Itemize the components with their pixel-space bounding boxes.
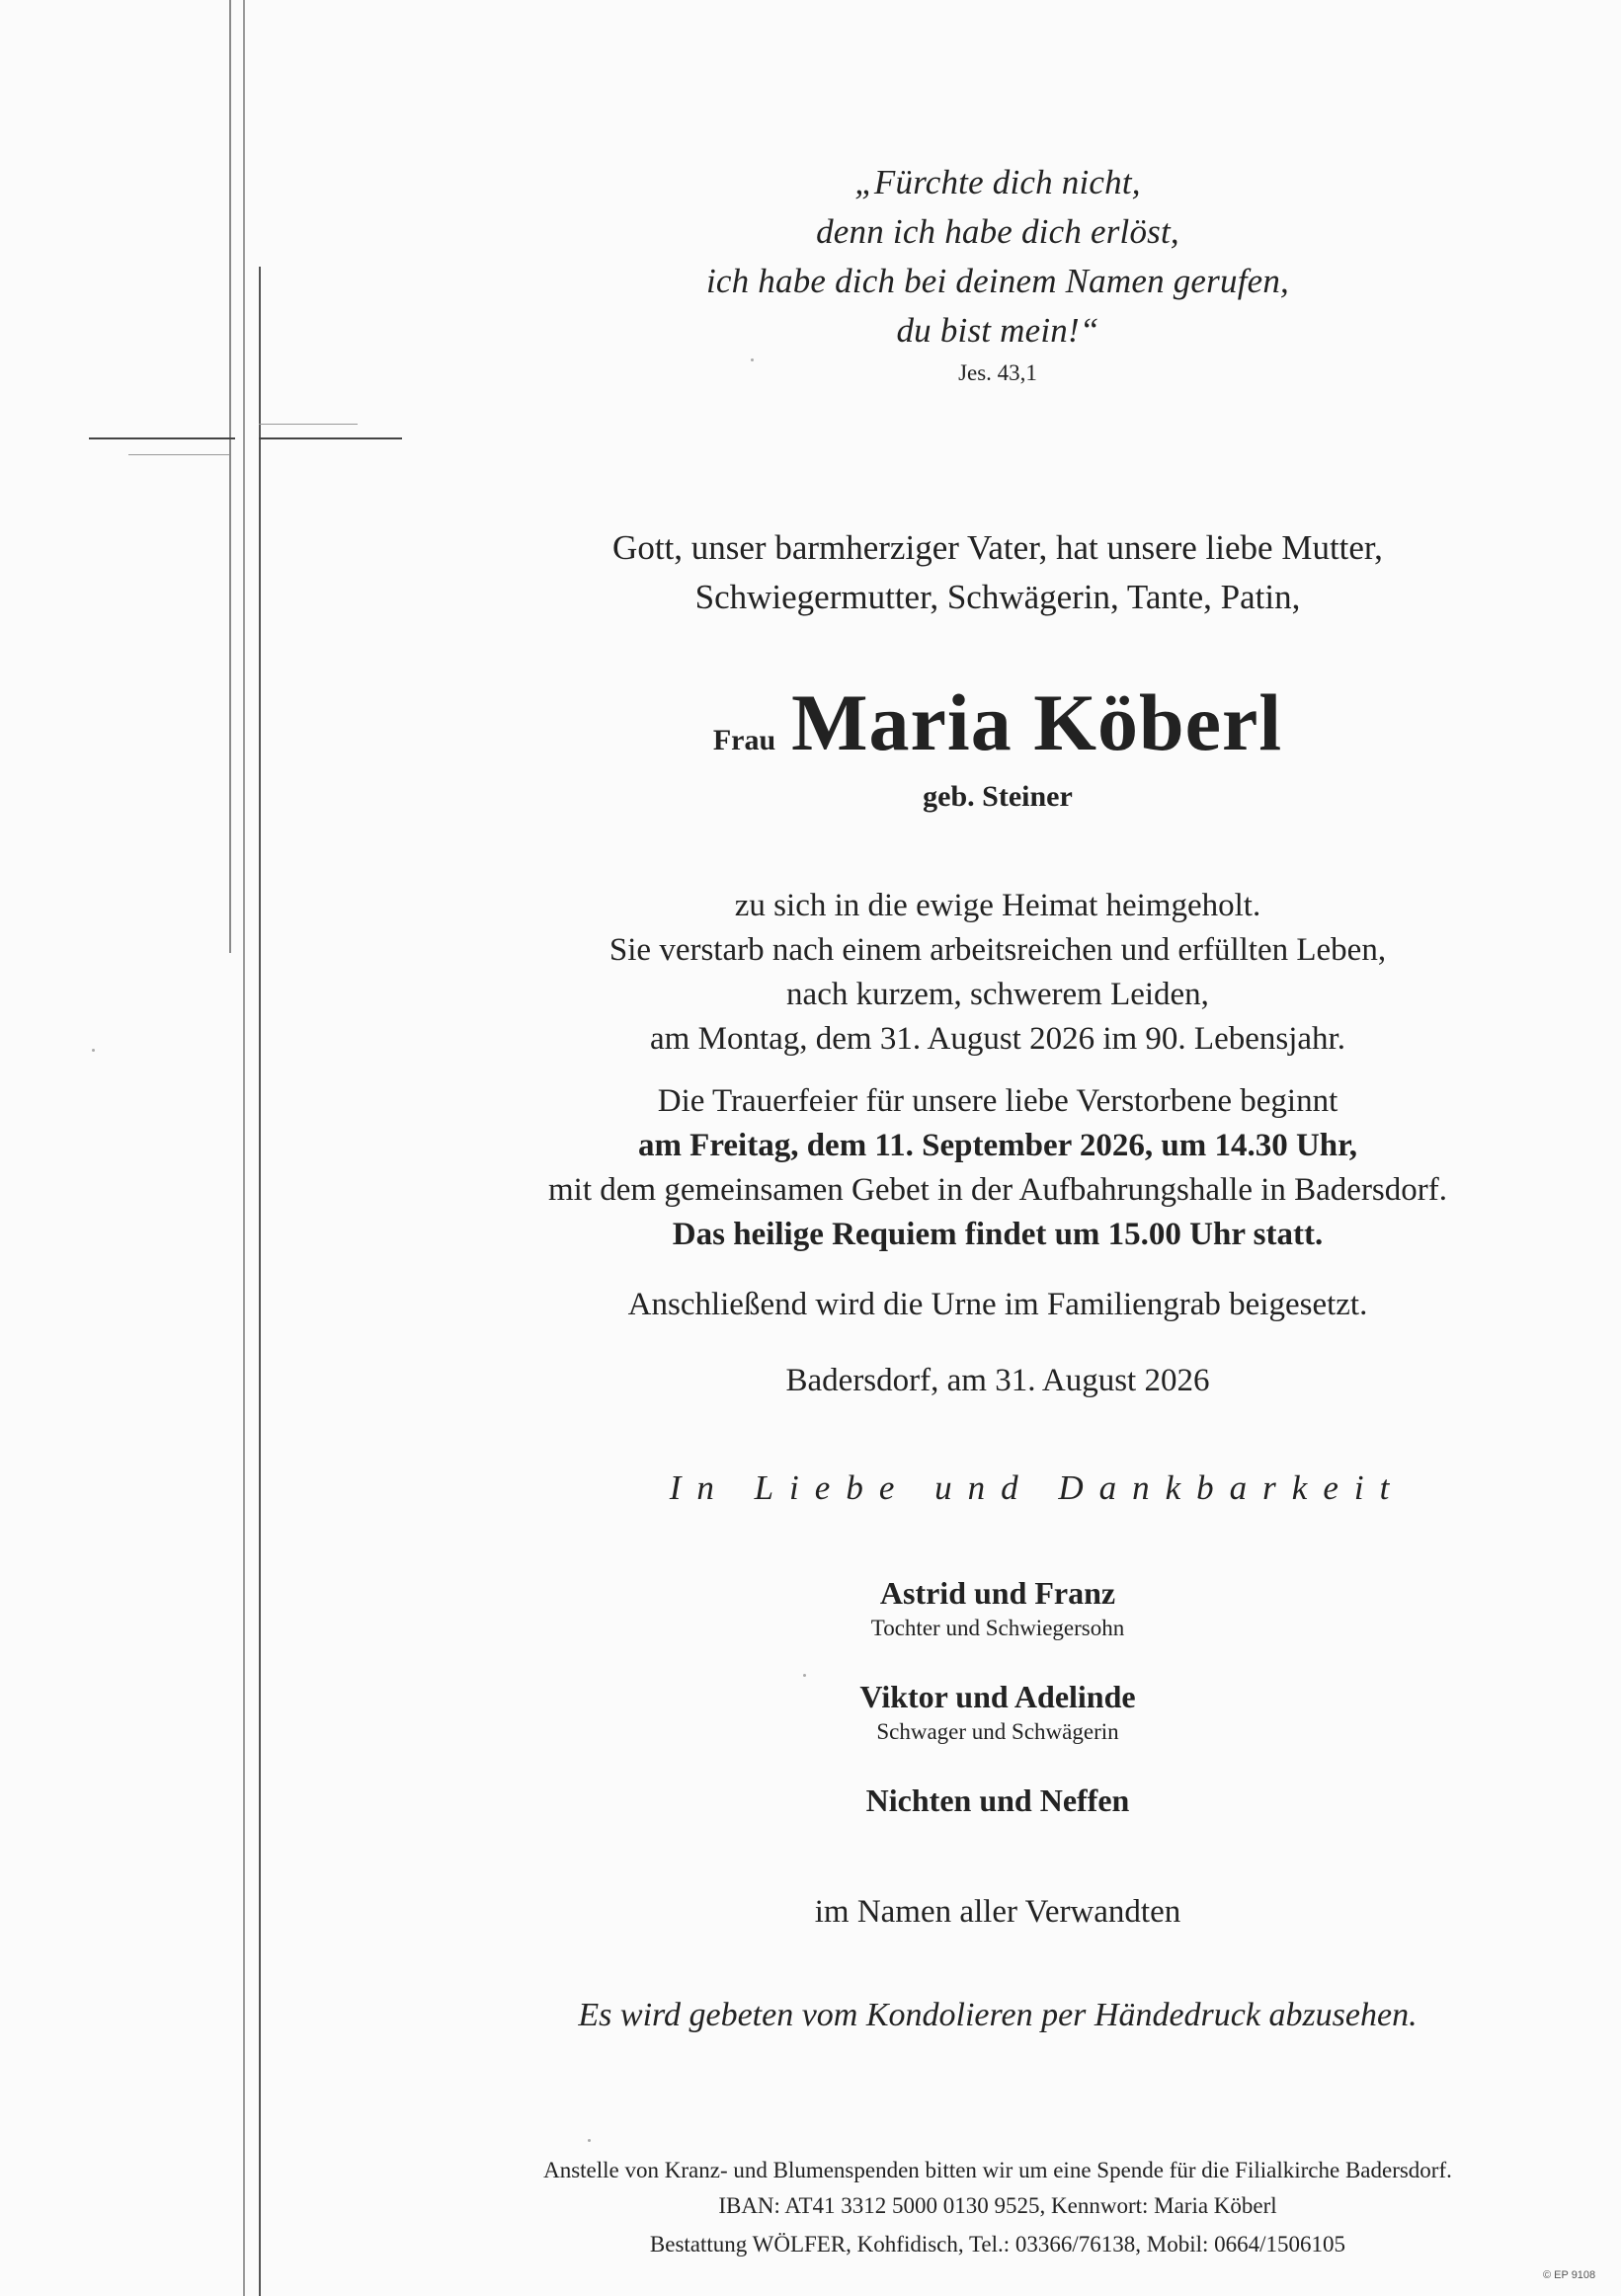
ceremony-details <box>356 1079 1621 1257</box>
verse-line: „Fürchte dich nicht, <box>854 163 1141 201</box>
paper-speck <box>92 1049 95 1052</box>
announcement-line: am Montag, dem 31. August 2026 im 90. Lebensjahr. <box>650 1021 1345 1057</box>
place-date: Badersdorf, am 31. August 2026 <box>785 1363 1210 1398</box>
verse-line: ich habe dich bei deinem Namen gerufen, <box>706 262 1289 300</box>
paper-speck <box>803 1674 806 1677</box>
verse-reference: Jes. 43,1 <box>958 360 1037 385</box>
mourner-entry <box>356 1575 1621 1641</box>
intro-line: Gott, unser barmherziger Vater, hat unsere liebe Mutter, <box>612 528 1383 567</box>
mourner-entry <box>356 1782 1621 1819</box>
mourner-entry <box>356 1679 1621 1745</box>
requiem-time: Das heilige Requiem findet um 15.00 Uhr statt. <box>672 1217 1324 1252</box>
deceased-title: Frau <box>712 724 776 756</box>
bible-verse <box>356 158 1621 356</box>
birth-name: geb. Steiner <box>923 780 1073 813</box>
death-announcement <box>356 884 1621 1062</box>
paper-speck <box>588 2139 591 2142</box>
ceremony-date: am Freitag, dem 11. September 2026, um 14.30 Uhr, <box>637 1128 1358 1163</box>
ceremony-location: mit dem gemeinsamen Gebet in der Aufbahrungshalle in Badersdorf. <box>548 1172 1447 1208</box>
intro-line: Schwiegermutter, Schwägerin, Tante, Patin, <box>694 578 1301 616</box>
verse-line: denn ich habe dich erlöst, <box>816 212 1179 251</box>
mourner-relation: Schwager und Schwägerin <box>876 1719 1119 1744</box>
mourner-relation: Tochter und Schwiegersohn <box>870 1616 1125 1640</box>
donation-text: Anstelle von Kranz- und Blumenspenden bitten wir um eine Spende für die Filialkirche Badersdorf. <box>543 2158 1452 2182</box>
iban-text: IBAN: AT41 3312 5000 0130 9525, Kennwort: Maria Köberl <box>718 2193 1277 2218</box>
burial-note: Anschließend wird die Urne im Familiengrab beigesetzt. <box>627 1287 1368 1322</box>
mourner-name: Nichten und Neffen <box>865 1782 1130 1818</box>
deceased-name: Maria Köberl <box>791 677 1283 767</box>
announcement-line: nach kurzem, schwerem Leiden, <box>786 977 1209 1012</box>
mourner-name: Viktor und Adelinde <box>859 1679 1136 1714</box>
paper-speck <box>751 358 754 361</box>
intro-text <box>356 523 1621 622</box>
announcement-line: zu sich in die ewige Heimat heimgeholt. <box>734 888 1261 923</box>
relatives-note: im Namen aller Verwandten <box>814 1894 1181 1930</box>
announcement-line: Sie verstarb nach einem arbeitsreichen und erfüllten Leben, <box>608 932 1387 968</box>
condolence-request: Es wird gebeten vom Kondolieren per Händedruck abzusehen. <box>578 1997 1418 2033</box>
donation-footer <box>356 2153 1621 2224</box>
funeral-home-contact: Bestattung WÖLFER, Kohfidisch, Tel.: 03366/76138, Mobil: 0664/1506105 <box>649 2232 1346 2256</box>
copyright-badge: © EP 9108 <box>1543 2269 1596 2281</box>
deceased-name-line <box>356 676 1621 775</box>
verse-line: du bist mein!“ <box>896 311 1099 350</box>
ceremony-line: Die Trauerfeier für unsere liebe Verstorbene beginnt <box>657 1083 1338 1119</box>
left-border-line-inner <box>243 0 245 2296</box>
left-border-line-outer <box>229 0 231 953</box>
closing-phrase: In Liebe und Dankbarkeit <box>669 1468 1406 1507</box>
mourner-name: Astrid und Franz <box>879 1575 1116 1611</box>
